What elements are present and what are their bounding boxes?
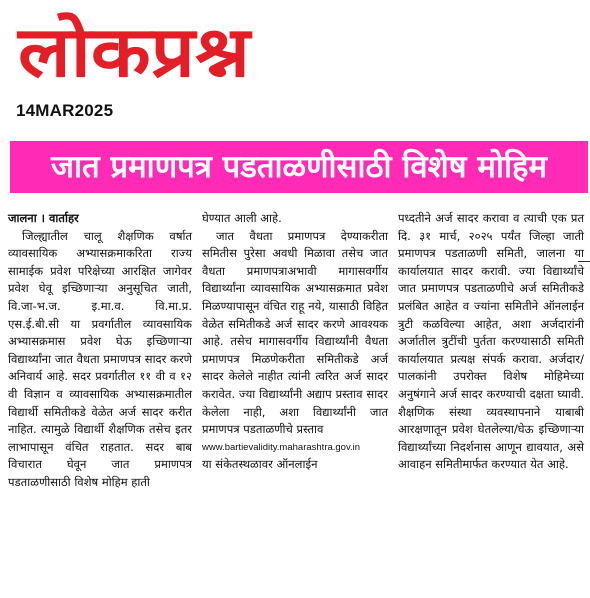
masthead-logo <box>14 2 254 94</box>
article-paragraph: जिल्ह्यातील चालू शैक्षणिक वर्षात व्यावसायिक अभ्यासक्रमाकरिता राज्य सामाईक प्रवेश परिक्षेच्या आरक्षित जागेवर प्रवेश घेवू इच्छिणाऱ्या अनुसूचित जाती, वि.जा-भ.ज. इ.मा.व. वि.मा.प्र. एस.ई.बी.सी या प्रवर्गातील व्यावसायिक अभ्यासक्रमास प्रवेश घेऊ इच्छिणाऱ्या विद्यार्थ्यांना जात वैधता प्रमाणपत्र सादर करणे अनिवार्य आहे. सदर प्रवर्गातील ११ वी व १२ वी विज्ञान व व्यावसायिक अभ्यासक्रमातील विद्यार्थी समितीकडे वेळेत अर्ज सादर करीत नाहित. त्यामुळे विद्यार्थी शैक्षणिक तसेच इतर लाभापासून वंचित राहतात. सदर बाब विचारात घेवून जात प्रमाणपत्र पडताळणीसाठी विशेष मोहिम हाती <box>8 228 192 489</box>
article-column-1 <box>8 210 192 492</box>
article-headline: जात प्रमाणपत्र पडताळणीसाठी विशेष मोहिम <box>10 141 588 193</box>
website-url: www.bartievalidity.maharashtra.gov.in <box>202 441 361 453</box>
publication-date: 14MAR2025 <box>16 101 114 120</box>
article-column-3 <box>398 210 584 474</box>
article-body <box>8 210 584 595</box>
article-dateline: जालना । वार्ताहर <box>8 211 79 225</box>
article-paragraph: पध्दतीने अर्ज सादर करावा व त्याची एक प्रत दि. ३१ मार्च, २०२५ पर्यंत जिल्हा जाती प्रमाणपत्र पडताळणी समिती, जालना या कार्यालयात सादर करावी. ज्या विद्यार्थ्यांचे जात प्रमाणपत्र पडताळणीचे अर्ज समितीकडे प्रलंबित आहेत व ज्यांना समितीने ऑनलाईन त्रुटी कळविल्या आहेत, अशा अर्जदारांनी अर्जातील त्रुटींची पुर्तता करण्यासाठी समिती कार्यालयात प्रत्यक्ष संपर्क करावा. अर्जदार/पालकांनी उपरोक्त विशेष मोहिमेच्या अनुषंगाने अर्ज सादर करण्याची दक्षता घ्यावी. शैक्षणिक संस्था व्यवस्थापनाने याबाबी आरक्षणातून प्रवेश घेतलेल्या/घेऊ इच्छिणाऱ्या विद्यार्थ्यांच्या निदर्शनास आणून द्यावयात, असे आवाहन समितीमार्फत करण्यात येत आहे. <box>398 211 584 472</box>
article-paragraph: घेण्यात आली आहे. <box>202 211 282 225</box>
margin-tick <box>578 261 590 262</box>
article-paragraph: या संकेतस्थळावर ऑनलाईन <box>202 457 318 472</box>
article-column-2 <box>202 210 388 474</box>
article-paragraph: जात वैधता प्रमाणपत्र देण्याकरीता समितीस पुरेसा अवधी मिळावा तसेच जात वैधता प्रमाणपत्राअभावी मागासवर्गीय विद्यार्थ्यांना व्यावसायिक अभ्यासक्रमात प्रवेश मिळण्यापासून वंचित राहू नये, यासाठी विहित वेळेत समितीकडे अर्ज सादर करणे आवश्यक आहे. तसेच मागासवर्गीय विद्यार्थ्यांनी वैधता प्रमाणपत्र मिळणेकरीता समितीकडे अर्ज सादर केलेले नाहीत त्यांनी त्वरित अर्ज सादर करावेत. ज्या विद्यार्थ्यांनी अद्याप प्रस्ताव सादर केलेला नाही, अशा विद्यार्थ्यांनी जात प्रमाणपत्र पडताळणीचे प्रस्ताव <box>202 228 388 437</box>
masthead-logo-text: लोकप्रश्न <box>15 11 253 93</box>
